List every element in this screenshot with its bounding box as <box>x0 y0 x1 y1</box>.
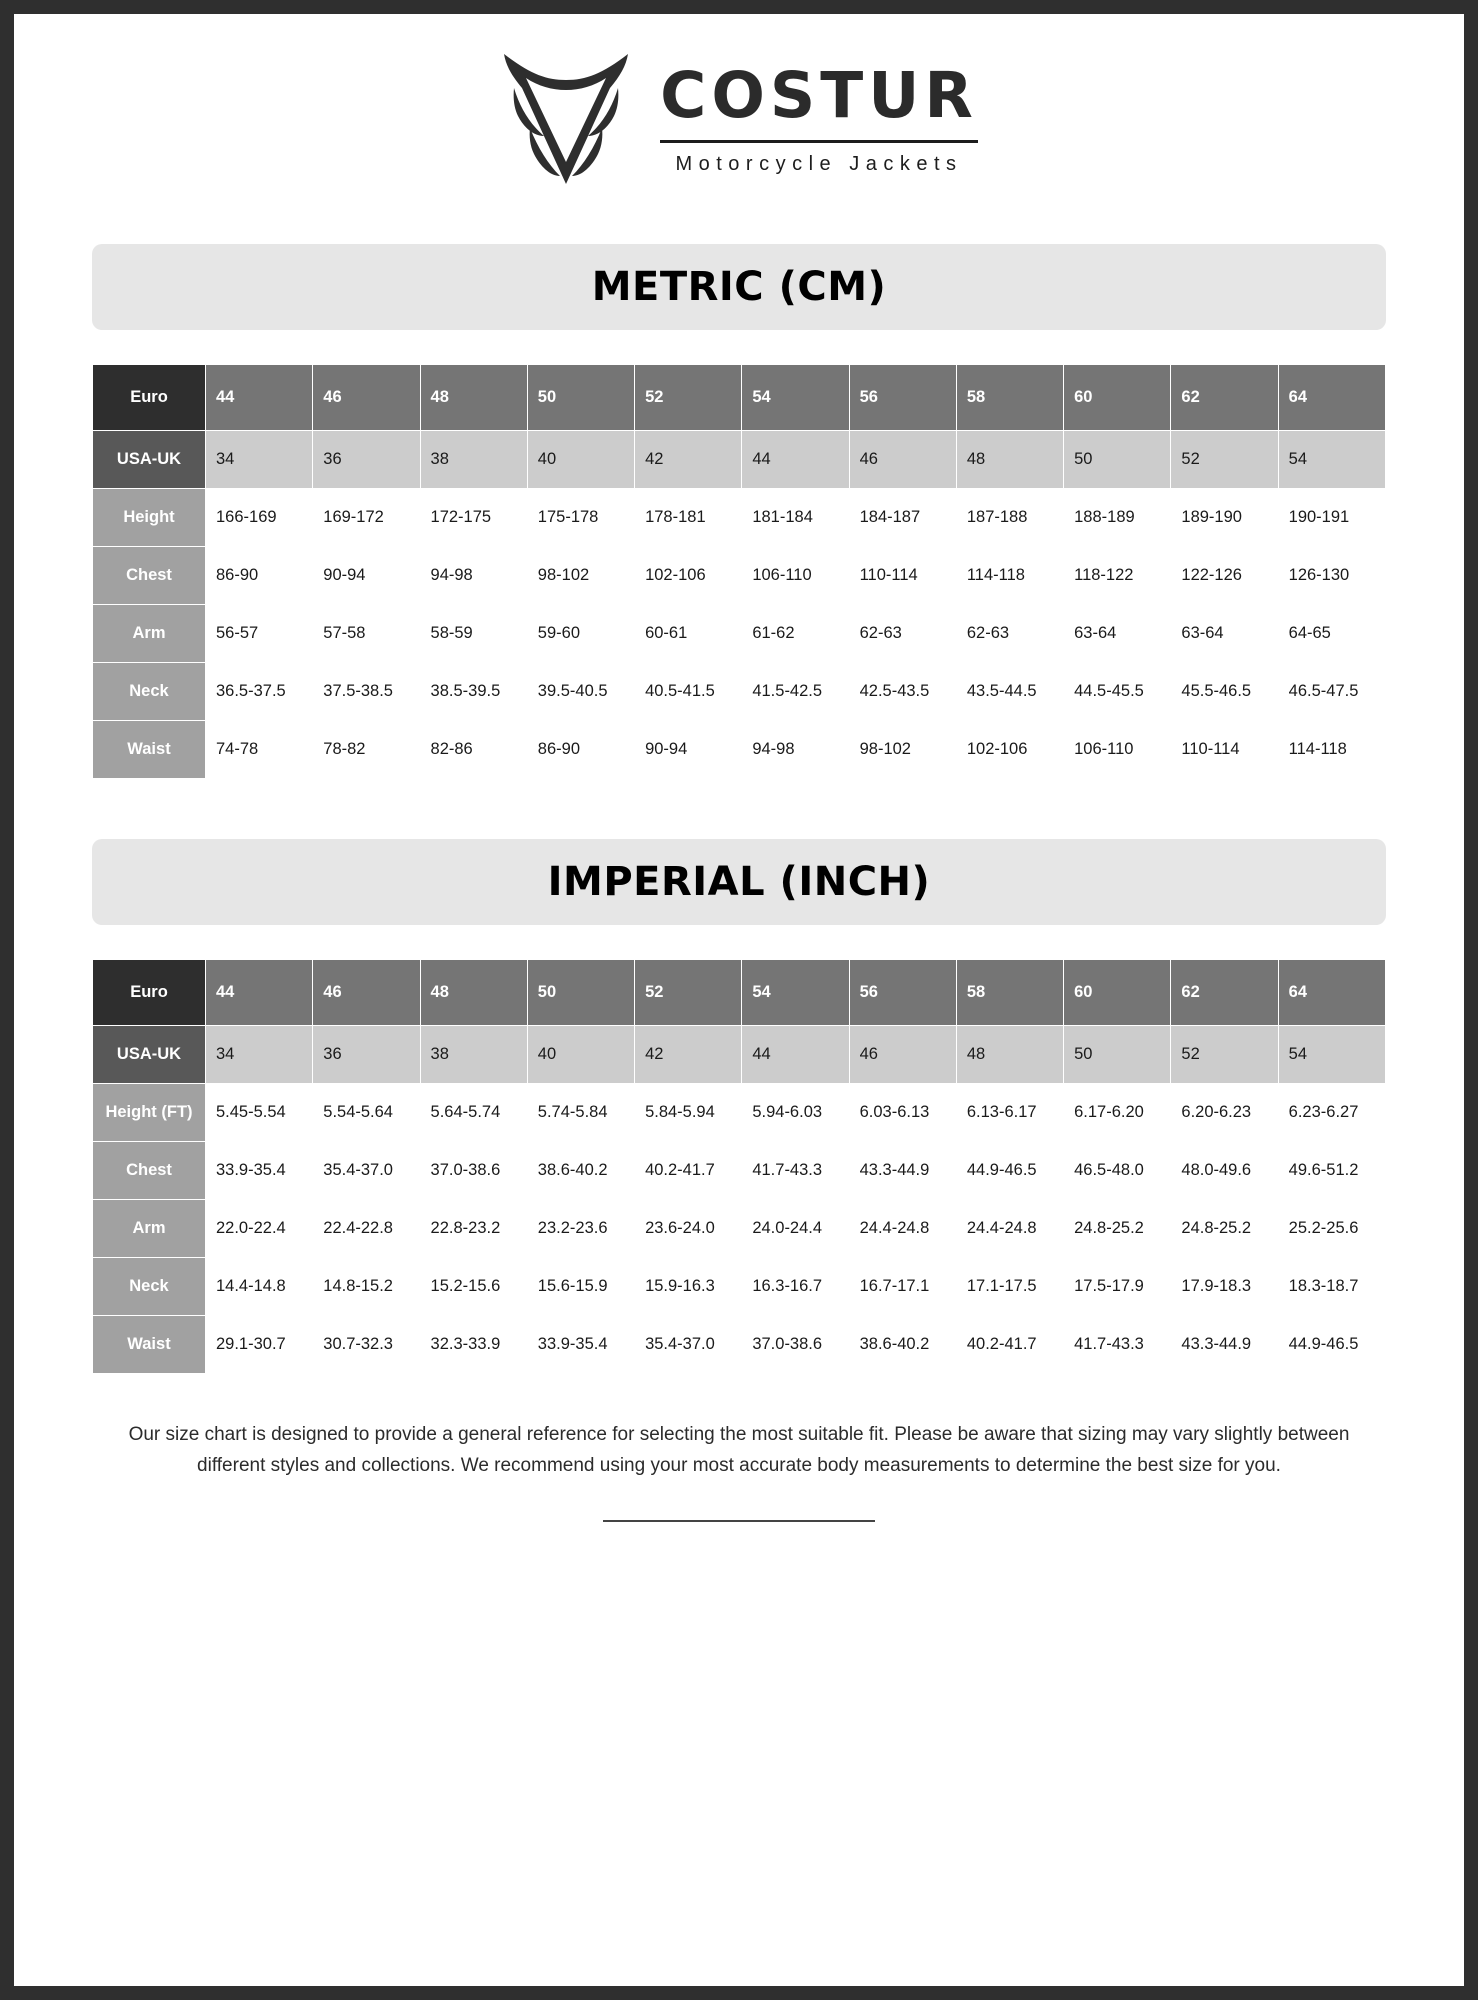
table-row <box>93 489 1386 547</box>
table-row <box>93 960 1386 1026</box>
metric-height-2: 172-175 <box>420 489 527 547</box>
imperial-waist-1: 30.7-32.3 <box>313 1316 420 1374</box>
table-row <box>93 721 1386 779</box>
brand-text-block <box>660 59 978 176</box>
imperial-chest-10: 49.6-51.2 <box>1278 1142 1385 1200</box>
imperial-usauk-2: 38 <box>420 1026 527 1084</box>
sizing-disclaimer-note: Our size chart is designed to provide a general reference for selecting the most suitable fit. Please be aware that sizing may vary slightly between different styles and collections. We recommend using your most accurate body measurements to determine the best size for you. <box>128 1424 1350 1476</box>
metric-neck-4: 40.5-41.5 <box>635 663 742 721</box>
imperial-usauk-label: USA-UK <box>93 1026 206 1084</box>
metric-height-5: 181-184 <box>742 489 849 547</box>
metric-euro-52: 52 <box>635 365 742 431</box>
imperial-euro-62: 62 <box>1171 960 1278 1026</box>
imperial-waist-5: 37.0-38.6 <box>742 1316 849 1374</box>
metric-chest-6: 110-114 <box>849 547 956 605</box>
imperial-size-table <box>92 959 1386 1374</box>
metric-height-3: 175-178 <box>527 489 634 547</box>
imperial-height-8: 6.17-6.20 <box>1064 1084 1171 1142</box>
imperial-arm-6: 24.4-24.8 <box>849 1200 956 1258</box>
metric-chest-8: 118-122 <box>1064 547 1171 605</box>
metric-waist-8: 106-110 <box>1064 721 1171 779</box>
imperial-euro-60: 60 <box>1064 960 1171 1026</box>
metric-waist-2: 82-86 <box>420 721 527 779</box>
metric-euro-62: 62 <box>1171 365 1278 431</box>
metric-neck-0: 36.5-37.5 <box>206 663 313 721</box>
imperial-neck-10: 18.3-18.7 <box>1278 1258 1385 1316</box>
imperial-usauk-3: 40 <box>527 1026 634 1084</box>
imperial-euro-58: 58 <box>956 960 1063 1026</box>
imperial-chest-7: 44.9-46.5 <box>956 1142 1063 1200</box>
imperial-usauk-10: 54 <box>1278 1026 1385 1084</box>
metric-waist-5: 94-98 <box>742 721 849 779</box>
metric-usauk-7: 48 <box>956 431 1063 489</box>
imperial-euro-64: 64 <box>1278 960 1385 1026</box>
metric-size-table <box>92 364 1386 779</box>
imperial-waist-4: 35.4-37.0 <box>635 1316 742 1374</box>
imperial-euro-48: 48 <box>420 960 527 1026</box>
metric-chest-5: 106-110 <box>742 547 849 605</box>
metric-height-6: 184-187 <box>849 489 956 547</box>
imperial-row-label-arm: Arm <box>93 1200 206 1258</box>
imperial-arm-1: 22.4-22.8 <box>313 1200 420 1258</box>
metric-neck-9: 45.5-46.5 <box>1171 663 1278 721</box>
metric-arm-0: 56-57 <box>206 605 313 663</box>
metric-chest-7: 114-118 <box>956 547 1063 605</box>
metric-height-0: 166-169 <box>206 489 313 547</box>
metric-usauk-4: 42 <box>635 431 742 489</box>
metric-row-label-chest: Chest <box>93 547 206 605</box>
imperial-row-label-height: Height (FT) <box>93 1084 206 1142</box>
imperial-neck-9: 17.9-18.3 <box>1171 1258 1278 1316</box>
metric-row-label-neck: Neck <box>93 663 206 721</box>
imperial-row-label-waist: Waist <box>93 1316 206 1374</box>
imperial-height-6: 6.03-6.13 <box>849 1084 956 1142</box>
metric-usauk-3: 40 <box>527 431 634 489</box>
table-row <box>93 1316 1386 1374</box>
imperial-waist-3: 33.9-35.4 <box>527 1316 634 1374</box>
metric-arm-6: 62-63 <box>849 605 956 663</box>
imperial-usauk-6: 46 <box>849 1026 956 1084</box>
metric-waist-7: 102-106 <box>956 721 1063 779</box>
imperial-height-7: 6.13-6.17 <box>956 1084 1063 1142</box>
metric-neck-6: 42.5-43.5 <box>849 663 956 721</box>
metric-usauk-5: 44 <box>742 431 849 489</box>
metric-waist-3: 86-90 <box>527 721 634 779</box>
imperial-waist-2: 32.3-33.9 <box>420 1316 527 1374</box>
imperial-usauk-1: 36 <box>313 1026 420 1084</box>
imperial-neck-3: 15.6-15.9 <box>527 1258 634 1316</box>
imperial-usauk-0: 34 <box>206 1026 313 1084</box>
imperial-waist-0: 29.1-30.7 <box>206 1316 313 1374</box>
metric-waist-6: 98-102 <box>849 721 956 779</box>
imperial-usauk-7: 48 <box>956 1026 1063 1084</box>
metric-neck-8: 44.5-45.5 <box>1064 663 1171 721</box>
metric-euro-44: 44 <box>206 365 313 431</box>
metric-usauk-1: 36 <box>313 431 420 489</box>
imperial-usauk-8: 50 <box>1064 1026 1171 1084</box>
metric-usauk-9: 52 <box>1171 431 1278 489</box>
metric-usauk-10: 54 <box>1278 431 1385 489</box>
imperial-neck-8: 17.5-17.9 <box>1064 1258 1171 1316</box>
imperial-height-5: 5.94-6.03 <box>742 1084 849 1142</box>
metric-height-1: 169-172 <box>313 489 420 547</box>
metric-chest-1: 90-94 <box>313 547 420 605</box>
metric-usauk-8: 50 <box>1064 431 1171 489</box>
imperial-height-2: 5.64-5.74 <box>420 1084 527 1142</box>
imperial-neck-1: 14.8-15.2 <box>313 1258 420 1316</box>
imperial-euro-50: 50 <box>527 960 634 1026</box>
imperial-arm-2: 22.8-23.2 <box>420 1200 527 1258</box>
metric-chest-3: 98-102 <box>527 547 634 605</box>
metric-euro-50: 50 <box>527 365 634 431</box>
metric-arm-2: 58-59 <box>420 605 527 663</box>
metric-row-label-arm: Arm <box>93 605 206 663</box>
brand-tagline: Motorcycle Jackets <box>675 153 963 175</box>
imperial-chest-9: 48.0-49.6 <box>1171 1142 1278 1200</box>
metric-waist-9: 110-114 <box>1171 721 1278 779</box>
metric-neck-10: 46.5-47.5 <box>1278 663 1385 721</box>
imperial-neck-0: 14.4-14.8 <box>206 1258 313 1316</box>
table-row <box>93 1200 1386 1258</box>
imperial-chest-5: 41.7-43.3 <box>742 1142 849 1200</box>
metric-table-wrap <box>92 364 1386 779</box>
metric-euro-54: 54 <box>742 365 849 431</box>
metric-arm-8: 63-64 <box>1064 605 1171 663</box>
metric-neck-3: 39.5-40.5 <box>527 663 634 721</box>
metric-height-4: 178-181 <box>635 489 742 547</box>
imperial-row-label-chest: Chest <box>93 1142 206 1200</box>
metric-chest-0: 86-90 <box>206 547 313 605</box>
table-row <box>93 1084 1386 1142</box>
metric-euro-48: 48 <box>420 365 527 431</box>
table-row <box>93 547 1386 605</box>
metric-euro-label: Euro <box>93 365 206 431</box>
imperial-waist-8: 41.7-43.3 <box>1064 1316 1171 1374</box>
imperial-waist-7: 40.2-41.7 <box>956 1316 1063 1374</box>
imperial-chest-3: 38.6-40.2 <box>527 1142 634 1200</box>
imperial-height-3: 5.74-5.84 <box>527 1084 634 1142</box>
metric-arm-7: 62-63 <box>956 605 1063 663</box>
imperial-chest-4: 40.2-41.7 <box>635 1142 742 1200</box>
imperial-euro-52: 52 <box>635 960 742 1026</box>
metric-chest-2: 94-98 <box>420 547 527 605</box>
metric-euro-58: 58 <box>956 365 1063 431</box>
metric-arm-3: 59-60 <box>527 605 634 663</box>
metric-euro-56: 56 <box>849 365 956 431</box>
metric-euro-64: 64 <box>1278 365 1385 431</box>
metric-usauk-2: 38 <box>420 431 527 489</box>
size-chart-page <box>14 14 1464 1986</box>
brand-divider <box>660 140 978 143</box>
brand-header <box>14 14 1464 196</box>
metric-section-title: METRIC (CM) <box>591 264 887 310</box>
table-row <box>93 663 1386 721</box>
table-row <box>93 1142 1386 1200</box>
imperial-height-4: 5.84-5.94 <box>635 1084 742 1142</box>
imperial-table-wrap <box>92 959 1386 1374</box>
imperial-waist-6: 38.6-40.2 <box>849 1316 956 1374</box>
metric-neck-1: 37.5-38.5 <box>313 663 420 721</box>
metric-arm-9: 63-64 <box>1171 605 1278 663</box>
metric-arm-5: 61-62 <box>742 605 849 663</box>
metric-neck-7: 43.5-44.5 <box>956 663 1063 721</box>
imperial-neck-7: 17.1-17.5 <box>956 1258 1063 1316</box>
metric-usauk-0: 34 <box>206 431 313 489</box>
imperial-arm-7: 24.4-24.8 <box>956 1200 1063 1258</box>
metric-waist-10: 114-118 <box>1278 721 1385 779</box>
metric-euro-60: 60 <box>1064 365 1171 431</box>
metric-row-label-waist: Waist <box>93 721 206 779</box>
imperial-chest-6: 43.3-44.9 <box>849 1142 956 1200</box>
imperial-chest-2: 37.0-38.6 <box>420 1142 527 1200</box>
metric-arm-10: 64-65 <box>1278 605 1385 663</box>
table-row <box>93 1258 1386 1316</box>
imperial-arm-0: 22.0-22.4 <box>206 1200 313 1258</box>
metric-waist-0: 74-78 <box>206 721 313 779</box>
metric-usauk-label: USA-UK <box>93 431 206 489</box>
imperial-neck-6: 16.7-17.1 <box>849 1258 956 1316</box>
metric-height-9: 189-190 <box>1171 489 1278 547</box>
metric-height-10: 190-191 <box>1278 489 1385 547</box>
imperial-euro-44: 44 <box>206 960 313 1026</box>
imperial-section-banner <box>92 839 1386 925</box>
table-row <box>93 1026 1386 1084</box>
metric-neck-2: 38.5-39.5 <box>420 663 527 721</box>
metric-euro-46: 46 <box>313 365 420 431</box>
imperial-usauk-9: 52 <box>1171 1026 1278 1084</box>
metric-height-8: 188-189 <box>1064 489 1171 547</box>
metric-waist-1: 78-82 <box>313 721 420 779</box>
imperial-chest-1: 35.4-37.0 <box>313 1142 420 1200</box>
imperial-height-9: 6.20-6.23 <box>1171 1084 1278 1142</box>
imperial-euro-56: 56 <box>849 960 956 1026</box>
imperial-euro-46: 46 <box>313 960 420 1026</box>
table-row <box>93 605 1386 663</box>
imperial-height-10: 6.23-6.27 <box>1278 1084 1385 1142</box>
metric-waist-4: 90-94 <box>635 721 742 779</box>
imperial-arm-9: 24.8-25.2 <box>1171 1200 1278 1258</box>
imperial-row-label-neck: Neck <box>93 1258 206 1316</box>
metric-usauk-6: 46 <box>849 431 956 489</box>
imperial-height-1: 5.54-5.64 <box>313 1084 420 1142</box>
imperial-euro-54: 54 <box>742 960 849 1026</box>
imperial-waist-9: 43.3-44.9 <box>1171 1316 1278 1374</box>
metric-chest-9: 122-126 <box>1171 547 1278 605</box>
metric-height-7: 187-188 <box>956 489 1063 547</box>
table-row <box>93 365 1386 431</box>
footer-divider <box>603 1520 875 1522</box>
table-row <box>93 431 1386 489</box>
imperial-section-title: IMPERIAL (INCH) <box>547 859 931 905</box>
metric-chest-4: 102-106 <box>635 547 742 605</box>
imperial-chest-8: 46.5-48.0 <box>1064 1142 1171 1200</box>
imperial-height-0: 5.45-5.54 <box>206 1084 313 1142</box>
metric-arm-1: 57-58 <box>313 605 420 663</box>
imperial-neck-5: 16.3-16.7 <box>742 1258 849 1316</box>
imperial-neck-4: 15.9-16.3 <box>635 1258 742 1316</box>
imperial-euro-label: Euro <box>93 960 206 1026</box>
chevron-shield-logo-icon <box>500 44 632 196</box>
imperial-arm-10: 25.2-25.6 <box>1278 1200 1385 1258</box>
imperial-arm-4: 23.6-24.0 <box>635 1200 742 1258</box>
metric-section-banner <box>92 244 1386 330</box>
metric-neck-5: 41.5-42.5 <box>742 663 849 721</box>
metric-arm-4: 60-61 <box>635 605 742 663</box>
imperial-neck-2: 15.2-15.6 <box>420 1258 527 1316</box>
metric-chest-10: 126-130 <box>1278 547 1385 605</box>
imperial-chest-0: 33.9-35.4 <box>206 1142 313 1200</box>
metric-row-label-height: Height <box>93 489 206 547</box>
imperial-usauk-5: 44 <box>742 1026 849 1084</box>
brand-name: COSTUR <box>660 59 978 132</box>
imperial-arm-8: 24.8-25.2 <box>1064 1200 1171 1258</box>
imperial-usauk-4: 42 <box>635 1026 742 1084</box>
imperial-arm-5: 24.0-24.4 <box>742 1200 849 1258</box>
imperial-arm-3: 23.2-23.6 <box>527 1200 634 1258</box>
imperial-waist-10: 44.9-46.5 <box>1278 1316 1385 1374</box>
